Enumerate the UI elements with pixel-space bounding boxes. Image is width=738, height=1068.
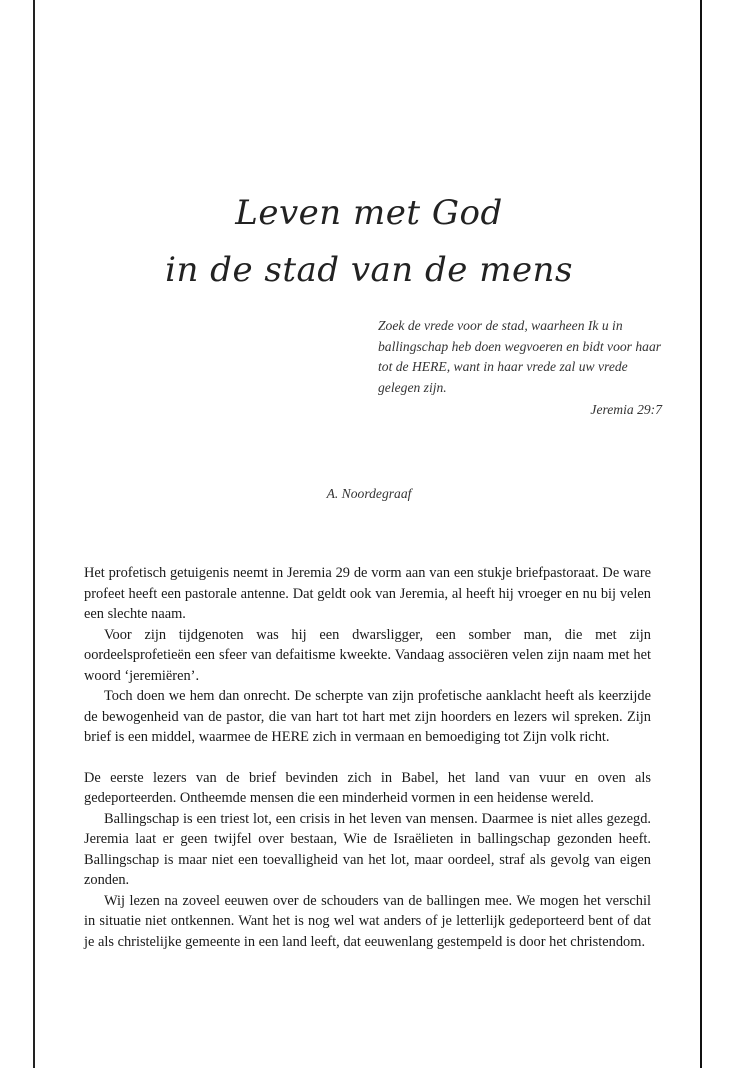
paragraph: Voor zijn tijdgenoten was hij een dwarsligger, een somber man, die met zijn oordeelsprofetieën een sfeer van defaitisme kweekte. Vandaag associëren velen zijn naam met het woord ‘jeremiëren’. — [84, 626, 651, 684]
author-byline: A. Noordegraaf — [326, 486, 412, 501]
page-edge-right — [700, 0, 702, 1068]
section-break — [84, 748, 651, 768]
title-line-1: Leven met God — [235, 193, 503, 233]
epigraph — [378, 316, 668, 421]
article-title — [0, 185, 738, 299]
paragraph: Het profetisch getuigenis neemt in Jeremia 29 de vorm aan van een stukje briefpastoraat. De ware profeet heeft een pastorale antenne. Dat geldt ook van Jeremia, al heeft hij vroeger en nu bij velen een slechte naam. — [84, 565, 651, 622]
epigraph-reference: Jeremia 29:7 — [590, 402, 662, 417]
paragraph: De eerste lezers van de brief bevinden zich in Babel, het land van vuur en oven als gedeporteerden. Ontheemde mensen die een minderheid vormen in een heidense wereld. — [84, 769, 651, 806]
article-body — [84, 563, 651, 952]
epigraph-text: Zoek de vrede voor de stad, waarheen Ik u in ballingschap heb doen wegvoeren en bidt voor haar tot de HERE, want in haar vrede zal uw vrede gelegen zijn. — [378, 318, 662, 395]
paragraph: Ballingschap is een triest lot, een crisis in het leven van mensen. Daarmee is niet alles gezegd. Jeremia laat er geen twijfel over bestaan, Wie de Israëlieten in ballingschap gezonden heeft. Ballingschap is maar niet een toevalligheid van het lot, maar oordeel, straf als gevolg van eigen zonden. — [84, 810, 651, 888]
title-line-2: in de stad van de mens — [165, 250, 573, 290]
paragraph: Wij lezen na zoveel eeuwen over de schouders van de ballingen mee. We mogen het verschil in situatie niet ontkennen. Want het is nog wel wat anders of je letterlijk gedeporteerd bent of dat je als christelijke gemeente in een land leeft, dat eeuwenlang gestempeld is door het christendom. — [84, 892, 651, 950]
page-edge-left — [33, 0, 35, 1068]
paragraph: Toch doen we hem dan onrecht. De scherpte van zijn profetische aanklacht heeft als keerzijde de bewogenheid van de pastor, die van hart tot hart met zijn hoorders en lezers wil spreken. Zijn brief is een middel, waarmee de HERE zich in vermaan en bemoediging tot Zijn volk richt. — [84, 688, 651, 745]
